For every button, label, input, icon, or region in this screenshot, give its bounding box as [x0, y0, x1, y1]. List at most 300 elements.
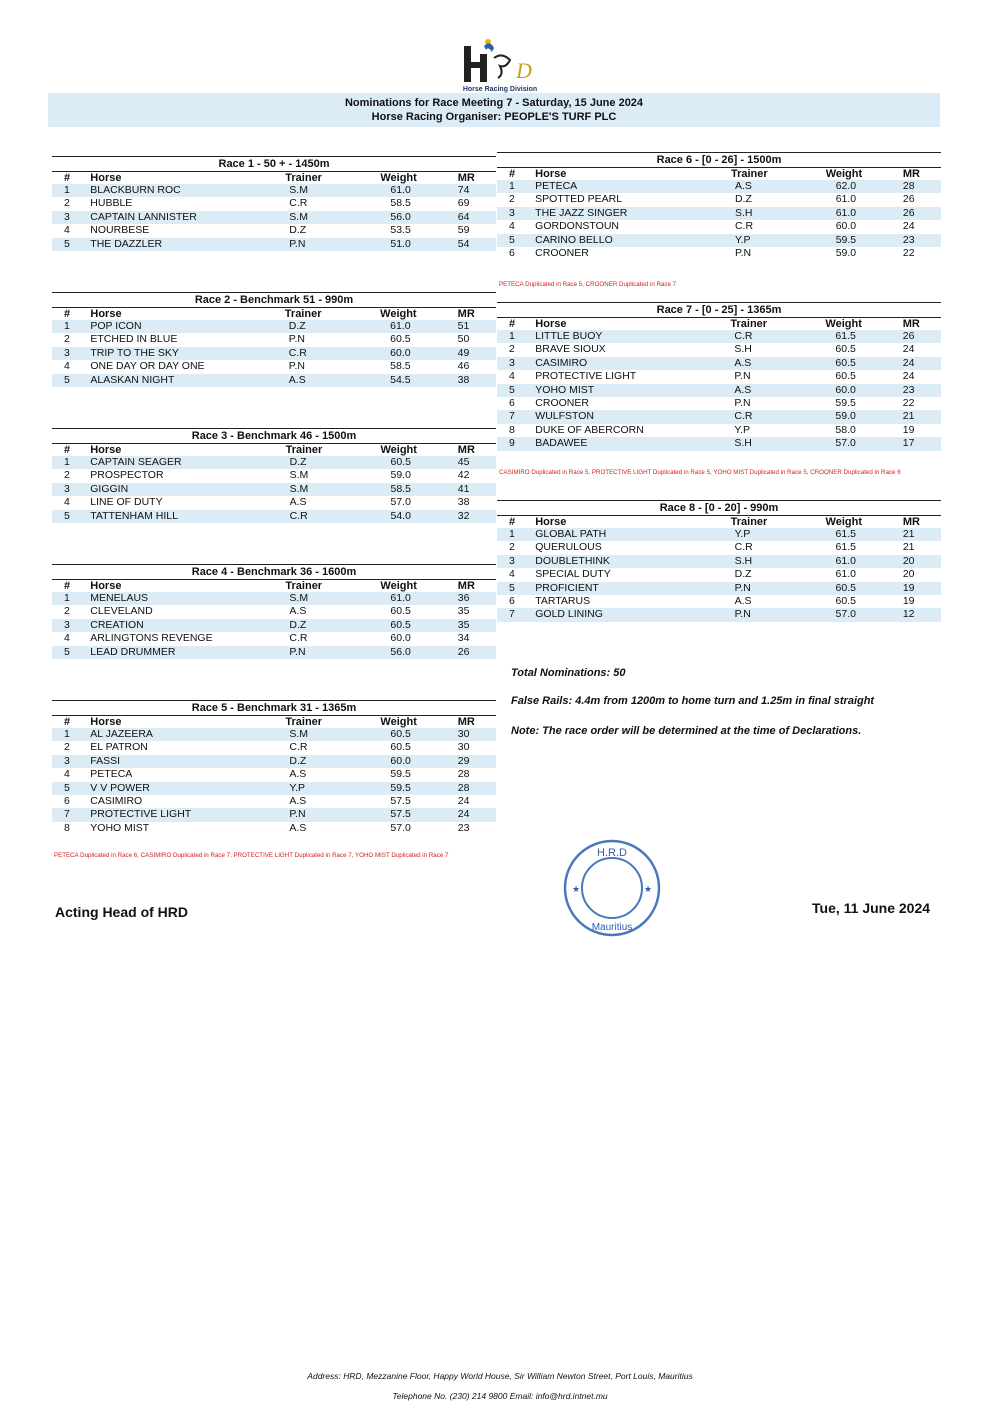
weight: 57.0	[825, 437, 892, 450]
weight: 59.5	[380, 782, 447, 795]
horse-name: TRIP TO THE SKY	[90, 347, 284, 360]
horse-name: DUKE OF ABERCORN	[535, 423, 644, 436]
weight: 58.5	[380, 483, 447, 496]
trainer: S.M	[285, 592, 380, 605]
trainer: S.H	[730, 437, 825, 450]
weight: 58.0	[835, 423, 856, 436]
mr: 49	[448, 347, 496, 360]
runner-number: 5	[497, 384, 535, 397]
trainer: Y.P	[731, 234, 826, 247]
column-header-row	[52, 716, 496, 728]
total-nominations: Total Nominations: 50	[511, 667, 626, 679]
horse-name: CASIMIRO	[90, 795, 143, 808]
runner-number: 4	[64, 496, 70, 509]
horse-name: QUERULOUS	[535, 541, 602, 554]
horse-name: ETCHED IN BLUE	[90, 333, 178, 346]
mr: 42	[457, 469, 470, 482]
trainer: S.H	[731, 207, 826, 220]
column-header-trainer: Trainer	[730, 318, 768, 330]
weight: 60.0	[380, 347, 448, 360]
column-header-num: #	[509, 318, 516, 330]
runner-number: 1	[497, 180, 535, 193]
trainer: P.N	[731, 582, 826, 595]
table-row	[52, 184, 496, 197]
runner-number: 5	[52, 646, 90, 659]
trainer: Y.P	[734, 423, 750, 436]
horse-name: AL JAZEERA	[90, 728, 285, 741]
column-header-horse: Horse	[90, 580, 122, 592]
weight: 61.0	[835, 568, 856, 581]
table-row	[52, 469, 496, 482]
runners-table	[497, 168, 941, 260]
mr: 45	[448, 456, 496, 469]
table-row	[497, 555, 941, 568]
trainer: C.R	[286, 510, 381, 523]
trainer: D.Z	[285, 619, 380, 632]
horse-name: PROTECTIVE LIGHT	[90, 808, 285, 821]
runner-number: 5	[52, 782, 90, 795]
horse-name: CAPTAIN LANNISTER	[90, 211, 285, 224]
trainer: P.N	[734, 397, 751, 410]
table-row	[497, 180, 941, 193]
table-row	[497, 357, 941, 370]
table-row	[497, 370, 941, 383]
table-row	[52, 238, 496, 251]
column-header-row	[52, 308, 496, 320]
trainer: S.H	[731, 555, 826, 568]
trainer: A.S	[734, 595, 752, 608]
trainer: D.Z	[285, 320, 380, 333]
weight: 60.5	[835, 343, 856, 356]
trainer: P.N	[285, 808, 380, 821]
trainer: S.M	[286, 483, 381, 496]
weight: 54.0	[380, 510, 447, 523]
column-header-trainer: Trainer	[730, 168, 768, 180]
column-header-num: #	[64, 172, 71, 184]
weight: 57.5	[390, 795, 411, 808]
horse-name: GIGGIN	[90, 483, 285, 496]
weight: 57.0	[390, 496, 411, 509]
runner-number: 3	[52, 211, 90, 224]
trainer: S.M	[285, 728, 380, 741]
race-7-table	[497, 302, 941, 451]
table-row	[52, 768, 496, 781]
mr: 24	[457, 795, 470, 808]
runner-number: 5	[497, 234, 535, 247]
race6-duplicate-note: PETECA Duplicated in Race 5, CROONER Duplicated in Race 7	[499, 281, 677, 288]
mr: 26	[448, 646, 496, 659]
horse-name: CROONER	[535, 247, 589, 260]
weight: 61.0	[380, 184, 447, 197]
horse-name: CARINO BELLO	[535, 234, 731, 247]
weight: 54.5	[380, 374, 448, 387]
mr: 74	[448, 184, 496, 197]
column-header-horse: Horse	[535, 516, 567, 528]
weight: 61.0	[380, 592, 447, 605]
runners-table	[52, 580, 496, 659]
stamp-top-text: H.R.D	[597, 847, 627, 859]
trainer: A.S	[730, 384, 825, 397]
table-row	[497, 424, 941, 437]
column-header-weight: Weight	[380, 444, 417, 456]
column-header-row	[52, 580, 496, 592]
runner-number: 2	[509, 193, 515, 206]
runner-number: 6	[64, 795, 70, 808]
weight: 58.5	[390, 197, 411, 210]
horse-name: CREATION	[90, 619, 285, 632]
runner-number: 7	[497, 410, 535, 423]
table-row	[52, 592, 496, 605]
column-header-mr: MR	[902, 318, 920, 330]
horse-name: NOURBESE	[90, 224, 150, 237]
runner-number: 8	[64, 821, 70, 834]
horse-name: BLACKBURN ROC	[90, 184, 285, 197]
weight: 61.5	[835, 541, 856, 554]
runner-number: 3	[497, 555, 535, 568]
table-row	[52, 224, 496, 237]
column-header-trainer: Trainer	[285, 172, 322, 184]
mr: 34	[457, 632, 470, 645]
logo-caption: Horse Racing Division	[462, 86, 538, 93]
table-row	[52, 605, 496, 618]
weight: 60.0	[825, 384, 892, 397]
false-rails-note: False Rails: 4.4m from 1200m to home turn and 1.25m in final straight	[511, 695, 875, 707]
horse-name: CASIMIRO	[535, 357, 730, 370]
table-row	[52, 211, 496, 224]
table-row	[52, 197, 496, 210]
runner-number: 3	[52, 755, 90, 768]
column-header-trainer: Trainer	[285, 444, 323, 456]
runner-number: 6	[509, 595, 515, 608]
trainer: D.Z	[285, 755, 380, 768]
mr: 24	[893, 357, 941, 370]
table-row	[497, 234, 941, 247]
mr: 12	[893, 608, 941, 621]
column-header-weight: Weight	[380, 580, 417, 592]
mr: 41	[448, 483, 496, 496]
trainer: C.R	[730, 410, 825, 423]
mr: 24	[448, 808, 496, 821]
runner-number: 6	[509, 397, 515, 410]
runner-number: 1	[497, 330, 535, 343]
horse-name: TATTENHAM HILL	[90, 510, 285, 523]
weight: 57.0	[390, 821, 411, 834]
runner-number: 4	[509, 370, 515, 383]
race-4-table	[52, 564, 496, 659]
horse-name: CAPTAIN SEAGER	[90, 456, 285, 469]
column-header-horse: Horse	[90, 444, 122, 456]
table-row	[52, 320, 496, 333]
table-row	[497, 437, 941, 450]
horse-name: THE DAZZLER	[90, 238, 285, 251]
column-header-horse: Horse	[90, 172, 122, 184]
column-header-num: #	[64, 444, 71, 456]
horse-name: SPECIAL DUTY	[535, 568, 611, 581]
runner-number: 4	[64, 768, 70, 781]
table-row	[52, 808, 496, 821]
weight: 60.5	[826, 582, 893, 595]
runner-number: 8	[509, 423, 515, 436]
mr: 50	[457, 333, 470, 346]
runner-number: 3	[52, 619, 90, 632]
trainer: Y.P	[285, 782, 380, 795]
trainer: C.R	[730, 330, 825, 343]
horse-name: V V POWER	[90, 782, 285, 795]
mr: 23	[893, 234, 941, 247]
race-title-rule	[52, 156, 496, 157]
column-header-mr: MR	[902, 168, 920, 180]
table-row	[52, 374, 496, 387]
table-row	[497, 528, 941, 541]
runner-number: 4	[509, 220, 515, 233]
horse-name: YOHO MIST	[535, 384, 730, 397]
column-header-row	[497, 318, 941, 330]
mr: 22	[902, 397, 915, 410]
table-row	[497, 595, 941, 608]
weight: 59.0	[390, 469, 411, 482]
race-title: Race 6 - [0 - 26] - 1500m	[656, 154, 782, 166]
horse-name: PROTECTIVE LIGHT	[535, 370, 637, 383]
column-header-row	[52, 172, 496, 184]
column-header-mr: MR	[902, 516, 920, 528]
horse-name: GOLD LINING	[535, 608, 730, 621]
race-2-table	[52, 292, 496, 387]
horse-name: PROFICIENT	[535, 582, 730, 595]
mr: 26	[893, 207, 941, 220]
column-header-mr: MR	[457, 580, 475, 592]
column-header-num: #	[509, 516, 516, 528]
runners-table	[52, 716, 496, 835]
column-header-row	[497, 168, 941, 180]
mr: 20	[902, 568, 915, 581]
runner-number: 1	[52, 456, 90, 469]
trainer: P.N	[734, 247, 752, 260]
race-title-rule	[497, 500, 941, 501]
mr: 19	[893, 582, 941, 595]
horse-name: WULFSTON	[535, 410, 730, 423]
weight: 61.0	[835, 193, 857, 206]
trainer: A.S	[730, 357, 825, 370]
horse-name: BRAVE SIOUX	[535, 343, 606, 356]
mr: 24	[902, 343, 915, 356]
trainer: P.N	[285, 238, 380, 251]
mr: 23	[457, 821, 470, 834]
race-title-rule	[52, 428, 496, 429]
horse-name: PETECA	[535, 180, 731, 193]
table-row	[497, 247, 941, 260]
runner-number: 2	[509, 343, 515, 356]
mr: 35	[448, 619, 496, 632]
horse-name: CROONER	[535, 397, 589, 410]
weight: 60.5	[380, 619, 447, 632]
table-row	[497, 582, 941, 595]
table-row	[52, 619, 496, 632]
horse-name: ALASKAN NIGHT	[90, 374, 284, 387]
stamp-bottom-text: Mauritius	[591, 922, 633, 933]
horse-name: EL PATRON	[90, 741, 148, 754]
trainer: A.S	[731, 180, 826, 193]
weight: 60.5	[380, 456, 447, 469]
table-row	[52, 741, 496, 754]
runner-number: 3	[52, 483, 90, 496]
weight: 53.5	[390, 224, 411, 237]
mr: 26	[902, 193, 915, 206]
column-header-weight: Weight	[825, 168, 863, 180]
weight: 60.5	[390, 741, 411, 754]
weight: 51.0	[380, 238, 447, 251]
trainer: A.S	[289, 821, 307, 834]
column-header-num: #	[64, 580, 71, 592]
weight: 60.0	[390, 632, 411, 645]
table-row	[52, 632, 496, 645]
weight: 56.0	[380, 211, 447, 224]
trainer: C.R	[285, 347, 380, 360]
weight: 58.5	[390, 360, 411, 373]
mr: 21	[893, 528, 941, 541]
weight: 59.5	[390, 768, 411, 781]
mr: 21	[893, 410, 941, 423]
runner-number: 3	[497, 357, 535, 370]
column-header-num: #	[509, 168, 516, 180]
meeting-title: Nominations for Race Meeting 7 - Saturday, 15 June 2024	[344, 97, 644, 109]
race-title: Race 5 - Benchmark 31 - 1365m	[191, 702, 357, 714]
trainer: Y.P	[731, 528, 826, 541]
runner-number: 1	[52, 320, 90, 333]
mr: 21	[902, 541, 915, 554]
horse-name: GLOBAL PATH	[535, 528, 730, 541]
horse-name: TARTARUS	[535, 595, 591, 608]
race-title: Race 7 - [0 - 25] - 1365m	[656, 304, 782, 316]
table-row	[52, 333, 496, 346]
mr: 19	[902, 595, 915, 608]
runner-number: 5	[52, 374, 90, 387]
weight: 60.5	[835, 370, 856, 383]
horse-name: LINE OF DUTY	[90, 496, 163, 509]
runner-number: 4	[64, 360, 70, 373]
runner-number: 1	[52, 184, 90, 197]
mr: 22	[902, 247, 915, 260]
runner-number: 7	[497, 608, 535, 621]
svg-text:D: D	[516, 58, 532, 83]
mr: 46	[457, 360, 470, 373]
runners-table	[52, 308, 496, 387]
runner-number: 5	[497, 582, 535, 595]
horse-name: CLEVELAND	[90, 605, 153, 618]
weight: 57.5	[380, 808, 447, 821]
trainer: C.R	[289, 632, 308, 645]
table-row	[52, 822, 496, 835]
column-header-trainer: Trainer	[285, 580, 323, 592]
column-header-num: #	[64, 308, 71, 320]
runner-number: 2	[64, 469, 70, 482]
table-row	[52, 360, 496, 373]
runner-number: 2	[64, 333, 70, 346]
column-header-weight: Weight	[825, 516, 862, 528]
mr: 30	[448, 728, 496, 741]
trainer: P.N	[285, 646, 380, 659]
runner-number: 9	[497, 437, 535, 450]
column-header-mr: MR	[457, 444, 475, 456]
runners-table	[52, 444, 496, 523]
weight: 61.5	[825, 330, 892, 343]
column-header-mr: MR	[457, 716, 475, 728]
horse-name: DOUBLETHINK	[535, 555, 730, 568]
column-header-horse: Horse	[535, 318, 567, 330]
race-8-table	[497, 500, 941, 622]
mr: 29	[448, 755, 496, 768]
horse-name: PETECA	[90, 768, 133, 781]
trainer: A.S	[289, 496, 307, 509]
horse-name: LITTLE BUOY	[535, 330, 730, 343]
svg-text:★: ★	[644, 884, 653, 894]
mr: 17	[893, 437, 941, 450]
weight: 60.5	[380, 728, 447, 741]
horse-name: GORDONSTOUN	[535, 220, 619, 233]
horse-name: YOHO MIST	[90, 821, 150, 834]
column-header-mr: MR	[457, 172, 475, 184]
mr: 38	[448, 374, 496, 387]
weight: 60.0	[380, 755, 447, 768]
table-row	[52, 782, 496, 795]
weight: 60.5	[825, 357, 892, 370]
horse-name: HUBBLE	[90, 197, 133, 210]
trainer: C.R	[734, 541, 753, 554]
race7-duplicate-note: CASIMIRO Duplicated in Race 5, PROTECTIVE LIGHT Duplicated in Race 5, YOHO MIST Duplicated in Race 5, CROONER Duplicated in Race 6	[499, 469, 901, 476]
race-1-table	[52, 156, 496, 251]
trainer: D.Z	[734, 193, 752, 206]
runner-number: 4	[64, 632, 70, 645]
weight: 59.0	[835, 247, 857, 260]
table-row	[497, 568, 941, 581]
runner-number: 3	[497, 207, 535, 220]
mr: 23	[893, 384, 941, 397]
horse-name: PROSPECTOR	[90, 469, 164, 482]
runner-number: 5	[52, 510, 90, 523]
trainer: A.S	[289, 795, 307, 808]
mr: 24	[902, 220, 915, 233]
horse-name: LEAD DRUMMER	[90, 646, 285, 659]
horse-name: BADAWEE	[535, 437, 730, 450]
mr: 59	[457, 224, 470, 237]
column-header-trainer: Trainer	[284, 308, 322, 320]
runners-table	[497, 318, 941, 451]
trainer: P.N	[288, 360, 305, 373]
trainer: S.M	[285, 184, 380, 197]
table-row	[52, 496, 496, 509]
signatory-title: Acting Head of HRD	[55, 904, 188, 920]
runner-number: 4	[64, 224, 70, 237]
race-title-rule	[52, 564, 496, 565]
mr: 28	[457, 768, 470, 781]
horse-name: MENELAUS	[90, 592, 285, 605]
footer-address: Address: HRD, Mezzanine Floor, Happy World House, Sir William Newton Street, Port Louis, Mauritius	[307, 1371, 693, 1381]
table-row	[497, 410, 941, 423]
column-header-trainer: Trainer	[730, 516, 768, 528]
organiser-line: Horse Racing Organiser: PEOPLE'S TURF PLC	[371, 111, 617, 123]
runner-number: 2	[509, 541, 515, 554]
runner-number: 5	[52, 238, 90, 251]
runner-number: 2	[64, 741, 70, 754]
runner-number: 1	[52, 592, 90, 605]
weight: 62.0	[826, 180, 893, 193]
mr: 36	[448, 592, 496, 605]
table-row	[52, 456, 496, 469]
race-3-table	[52, 428, 496, 523]
runners-table	[52, 172, 496, 251]
runner-number: 2	[64, 197, 70, 210]
weight: 60.5	[390, 605, 411, 618]
runner-number: 4	[509, 568, 515, 581]
